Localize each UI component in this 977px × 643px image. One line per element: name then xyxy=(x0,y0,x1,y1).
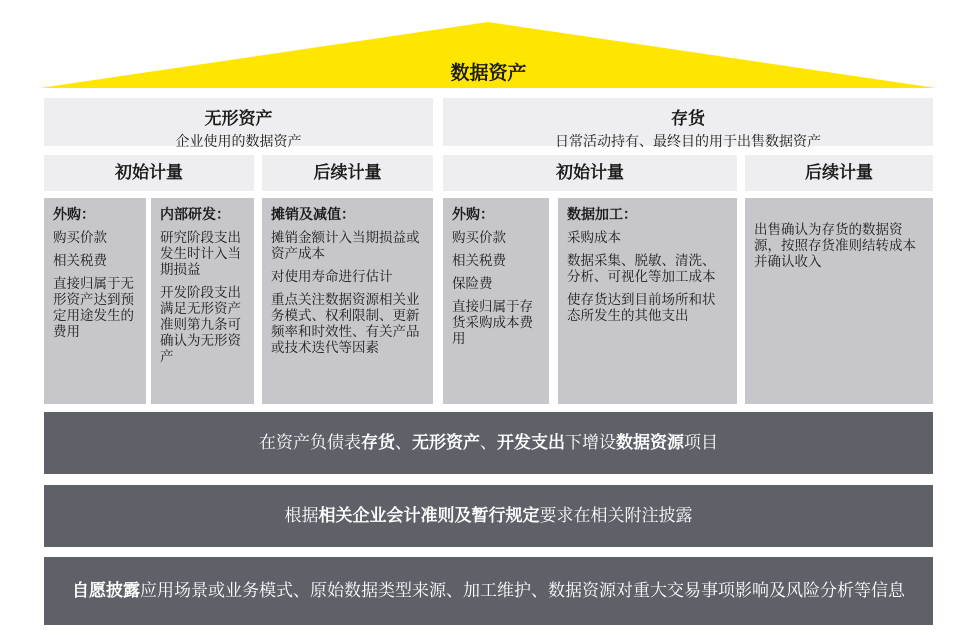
bar-text-bold: 开发支出 xyxy=(497,433,565,452)
box-title: 内部研发： xyxy=(160,206,230,222)
box-item: 研究阶段支出发生时计入当期损益 xyxy=(160,230,241,277)
bar-text-regular: 应用场景或业务模式、原始数据类型来源、加工维护、数据资源对重大交易事项影响及风险分析等信息 xyxy=(140,581,905,600)
header-inventory-initial: 初始计量 xyxy=(443,155,737,191)
header-inventory-subsequent: 后续计量 xyxy=(745,155,933,191)
box-inventory-purchase xyxy=(443,198,549,404)
box-item: 开发阶段支出满足无形资产准则第九条可确认为无形资产 xyxy=(160,285,241,364)
category-title: 存货 xyxy=(671,109,705,128)
box-item: 购买价款 xyxy=(53,230,107,245)
bar-text-regular: 、 xyxy=(395,433,412,452)
bar-text-bold: 无形资产 xyxy=(412,433,480,452)
box-item: 摊销金额计入当期损益或资产成本 xyxy=(271,230,420,261)
box-item: 保险费 xyxy=(452,276,493,291)
box-item: 出售确认为存货的数据资源，按照存货准则结转成本并确认收入 xyxy=(754,222,916,269)
roof-title: 数据资产 xyxy=(450,63,527,84)
header-intangible-subsequent: 后续计量 xyxy=(262,155,433,191)
bar-text-regular: 根据 xyxy=(284,506,319,525)
bar-text xyxy=(285,504,693,528)
box-inventory-subsequent xyxy=(745,198,933,404)
bar-text-bold: 存货 xyxy=(361,433,395,452)
bar-disclosure xyxy=(44,485,933,547)
category-title: 无形资产 xyxy=(204,109,273,128)
box-item: 相关税费 xyxy=(452,253,506,268)
box-item: 数据采集、脱敏、清洗、分析、可视化等加工成本 xyxy=(567,253,716,284)
box-item: 相关税费 xyxy=(53,253,107,268)
box-item: 直接归属于无形资产达到预定用途发生的费用 xyxy=(53,276,134,339)
box-intangible-amortization xyxy=(262,198,433,404)
roof-shape xyxy=(0,0,977,100)
box-title: 外购： xyxy=(53,206,95,222)
bar-text-regular: 项目 xyxy=(684,433,718,452)
box-intangible-rd xyxy=(151,198,254,404)
box-title: 摊销及减值： xyxy=(271,206,355,222)
category-inventory xyxy=(443,98,933,149)
category-subtitle: 日常活动持有、最终目的用于出售数据资产 xyxy=(555,133,821,149)
header-intangible-initial: 初始计量 xyxy=(44,155,254,191)
box-item: 采购成本 xyxy=(567,230,621,245)
box-title: 数据加工： xyxy=(567,206,637,222)
category-intangible-assets xyxy=(44,98,433,149)
box-inventory-processing xyxy=(558,198,737,404)
box-item: 对使用寿命进行估计 xyxy=(271,269,393,284)
box-title: 外购： xyxy=(452,206,494,222)
box-item: 直接归属于存货采购成本费用 xyxy=(452,299,533,346)
category-subtitle: 企业使用的数据资产 xyxy=(175,133,302,149)
bar-text-regular: 下增设 xyxy=(565,433,616,452)
bar-text-regular: 要求在相关附注披露 xyxy=(539,506,693,525)
bar-balance-sheet xyxy=(44,412,933,474)
bar-text xyxy=(259,431,718,455)
box-item: 重点关注数据资源相关业务模式、权利限制、更新频率和时效性、有关产品或技术迭代等因素 xyxy=(271,292,420,355)
bar-voluntary-disclosure xyxy=(44,557,933,625)
bar-text-regular: 在资产负债表 xyxy=(259,433,361,452)
box-item: 购买价款 xyxy=(452,230,506,245)
bar-text-regular: 、 xyxy=(480,433,497,452)
bar-text-bold: 数据资源 xyxy=(616,433,684,452)
bar-text xyxy=(72,579,905,603)
bar-text-bold: 相关企业会计准则及暂行规定 xyxy=(318,506,540,525)
bar-text-bold: 自愿披露 xyxy=(72,581,140,600)
box-intangible-purchase xyxy=(44,198,146,404)
box-item: 使存货达到目前场所和状态所发生的其他支出 xyxy=(567,292,716,323)
